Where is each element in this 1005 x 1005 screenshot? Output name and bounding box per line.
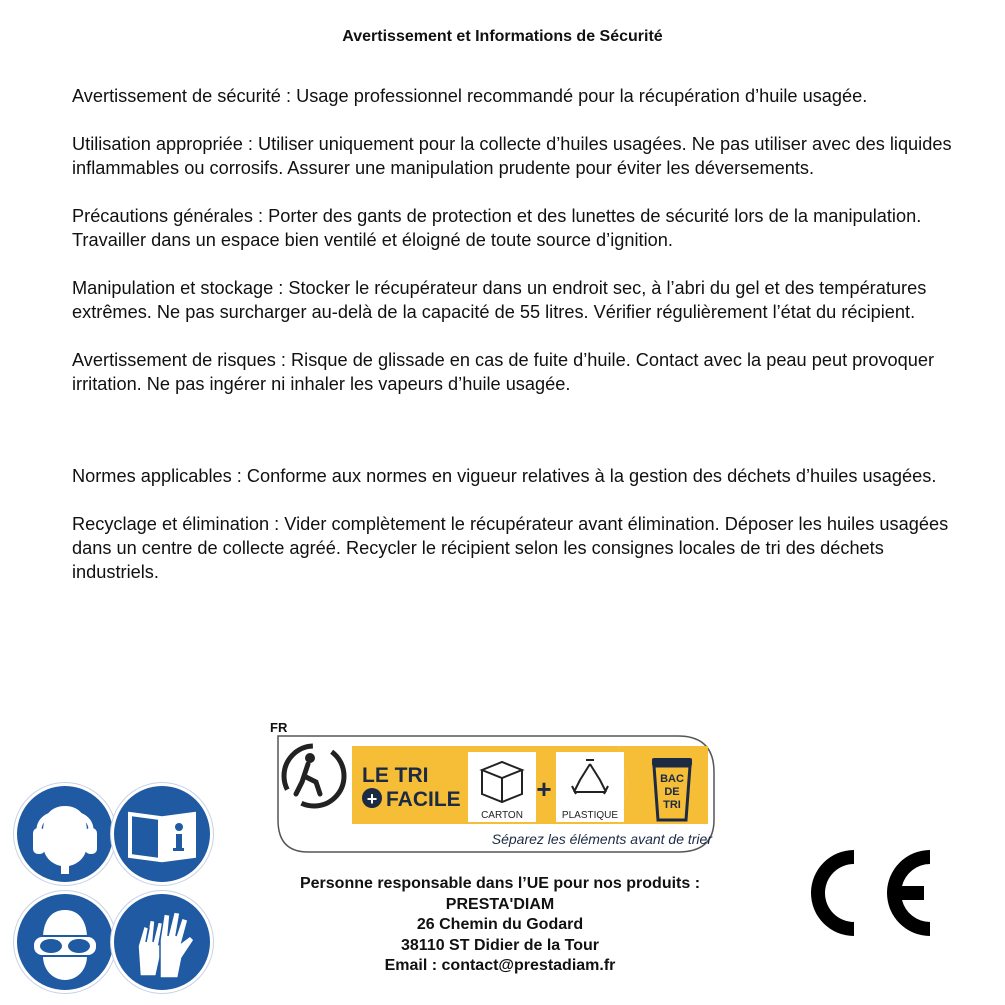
triman-plus-sign: + (536, 774, 552, 804)
ce-mark-icon (796, 842, 938, 944)
section-safety-warning: Avertissement de sécurité : Usage professionnel recommandé pour la récupération d’huile usagée. (72, 86, 868, 106)
section-handling-storage: Manipulation et stockage : Stocker le récupérateur dans un endroit sec, à l’abri du gel et des températures extrêmes. Ne pas surcharger au-delà de la capacité de 55 litres. Vérifier régulièrement l’état du récipient. (72, 278, 927, 322)
address-line-company: PRESTA'DIAM (445, 895, 555, 913)
triman-item-carton: CARTON (481, 810, 523, 821)
section-risk-warning: Avertissement de risques : Risque de glissade en cas de fuite d’huile. Contact avec la peau peut provoquer irritation. Ne pas ingérer ni inhaler les vapeurs d’huile usagée. (72, 350, 935, 394)
responsible-person-block (250, 874, 750, 977)
read-manual-icon (114, 786, 210, 882)
triman-country-label: FR (270, 720, 288, 735)
triman-brand-line2: FACILE (386, 788, 461, 811)
triman-bin-line1: BAC (660, 773, 684, 785)
protective-gloves-icon (114, 894, 210, 990)
address-line-city: 38110 ST Didier de la Tour (401, 936, 599, 954)
triman-plus-badge: + (366, 789, 378, 809)
triman-item-plastique: PLASTIQUE (561, 810, 619, 821)
ear-protection-icon (17, 786, 113, 882)
safety-glasses-icon (17, 894, 113, 990)
triman-footer: Séparez les éléments avant de trier (491, 831, 712, 847)
document-title: Avertissement et Informations de Sécurité (342, 28, 663, 45)
triman-logo (268, 716, 724, 860)
section-general-precautions: Précautions générales : Porter des gants de protection et des lunettes de sécurité lors de la manipulation. Travailler dans un espace bien ventilé et éloigné de toute source d’ignition. (72, 206, 922, 250)
section-applicable-standards: Normes applicables : Conforme aux normes en vigueur relatives à la gestion des déchets d’huiles usagées. (72, 466, 937, 486)
section-proper-use: Utilisation appropriée : Utiliser uniquement pour la collecte d’huiles usagées. Ne pas utiliser avec des liquides inflammables ou corrosifs. Assurer une manipulation prudente pour éviter les déversements. (72, 134, 952, 178)
triman-bin-line2: DE (664, 786, 680, 798)
triman-bin-line3: TRI (663, 799, 681, 811)
address-line-email: Email : contact@prestadiam.fr (384, 957, 616, 975)
section-recycling-disposal: Recyclage et élimination : Vider complètement le récupérateur avant élimination. Déposer les huiles usagées dans un centre de collecte agréé. Recycler le récipient selon les consignes locales de tri des déchets industriels. (72, 514, 949, 582)
safety-sections (72, 84, 962, 608)
address-line-responsible: Personne responsable dans l’UE pour nos produits : (299, 875, 701, 892)
triman-brand-line1: LE TRI (362, 764, 429, 787)
address-line-street: 26 Chemin du Godard (416, 916, 584, 934)
